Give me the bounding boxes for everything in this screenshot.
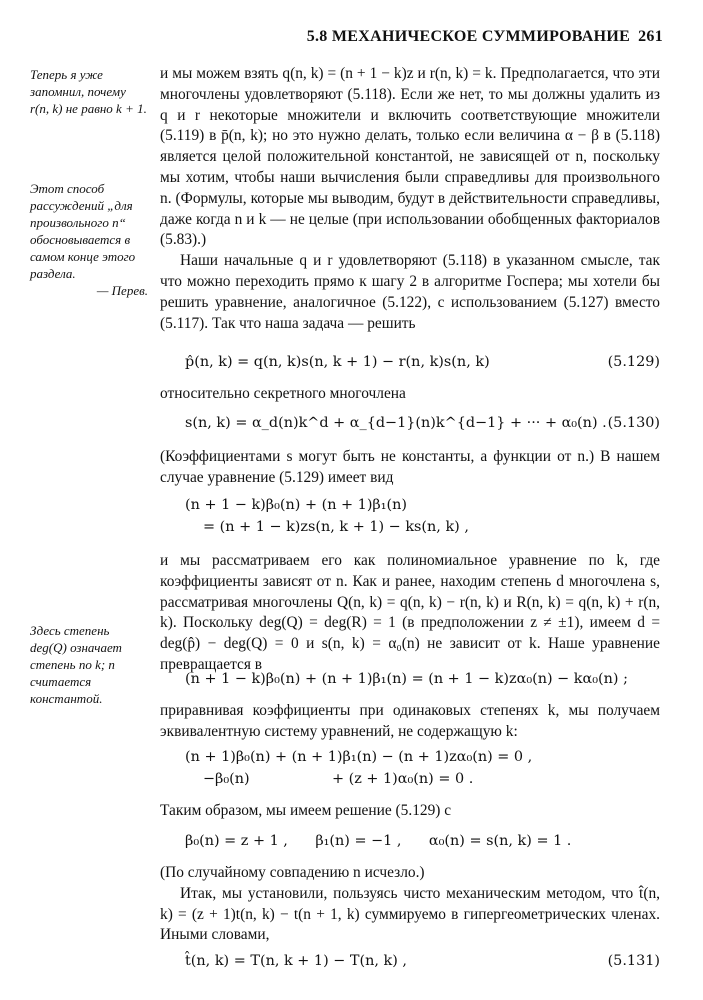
paragraph: относительно секретного многочлена [160, 385, 406, 402]
equation [185, 351, 660, 373]
paragraph-text: Итак, мы установили, пользуясь чисто механическим методом, что t̂(n, k) = (z + 1)t(n, k) − t(n + 1, k) суммируемо в гипергеометрических членах. Иными словами, [160, 884, 660, 944]
equation [185, 494, 660, 538]
equation [185, 412, 660, 434]
margin-note: Теперь я уже запомнил, почему r(n, k) не равно k + 1. [30, 67, 147, 116]
paragraph-text: Наши начальные q и r удовлетворяют (5.118) в указанном смысле, так что можно переходить прямо к шагу 2 в алгоритме Госпера; мы хотели бы решить уравнение, аналогичное (5.122), с использованием (5.127) вместо (5.117). Так что наша задача — решить [160, 252, 660, 332]
paragraph-text: (По случайному совпадению n исчезло.) [160, 864, 425, 881]
equation-number: (5.129) [607, 354, 660, 370]
page-number: 261 [638, 28, 663, 45]
equation-body: p̂(n, k) = q(n, k)s(n, k + 1) − r(n, k)s(n, k) [185, 354, 490, 370]
paragraph: (Коэффициентами s могут быть не константы, а функции от n.) В нашем случае уравнение (5.129) имеет вид [160, 448, 660, 486]
margin-note-signature: — Перев. [96, 283, 148, 298]
paragraph: Таким образом, мы имеем решение (5.129) с [160, 802, 452, 819]
equation-line: = (n + 1 − k)zs(n, k + 1) − ks(n, k) , [203, 519, 469, 535]
equation-body: β₀(n) = z + 1 , β₁(n) = −1 , α₀(n) = s(n, k) = 1 . [185, 833, 572, 849]
margin-note: Здесь степень deg(Q) означает степень по k; n считается константой. [30, 623, 122, 706]
equation-number: (5.130) [607, 415, 660, 431]
running-header [307, 28, 663, 46]
equation-body: s(n, k) = α_d(n)k^d + α_{d−1}(n)k^{d−1} + ··· + α₀(n) . [185, 415, 607, 431]
margin-note [30, 180, 148, 299]
equation-line: −β₀(n) + (z + 1)α₀(n) = 0 . [203, 771, 474, 787]
equation [185, 830, 660, 852]
equation-body: (n + 1 − k)β₀(n) + (n + 1)β₁(n) = (n + 1 − k)zα₀(n) − kα₀(n) ; [185, 671, 628, 687]
margin-note-text: Этот способ рассуждений „для произвольного n“ обосновывается в самом конце этого раздела. [30, 181, 136, 281]
equation [185, 950, 660, 972]
paragraph: и мы рассматриваем его как полиномиальное уравнение по k, где коэффициенты зависят от n. Как и ранее, находим степень d многочлена s, рассматривая многочлены Q(n, k) = q(n, k) − r(n, k) и R(n, k) = q(n, k) + r(n, k). Поскольку deg(Q) = deg(R) = 1 (в предположении z ≠ ±1), имеем d = deg(p̂) − deg(Q) = 0 и s(n, k) = α₀(n) не зависит от k. Наше уравнение превращается в [160, 552, 660, 673]
section-title: 5.8 МЕХАНИЧЕСКОЕ СУММИРОВАНИЕ [306, 28, 631, 45]
equation [185, 668, 660, 690]
paragraph-text: и мы можем взять q(n, k) = (n + 1 − k)z и r(n, k) = k. Предполагается, что эти многочлены удовлетворяют (5.118). Если же нет, то мы должны удалить из q и r некоторые множители и включить соответствующие множители (5.119) в p̄(n, k); но это нужно делать, только если величина α − β в (5.118) является целой положительной константой, не зависящей от n, поскольку мы хотим, чтобы наши вычисления были справедливы для произвольного n. (Формулы, которые мы выводим, будут в действительности справедливы, даже когда n и k — не целые (при использовании обобщенных факториалов (5.83).) [160, 65, 660, 249]
equation [185, 746, 660, 790]
paragraph: приравнивая коэффициенты при одинаковых степенях k, мы получаем эквивалентную систему уравнений, не содержащую k: [160, 702, 660, 740]
equation-line: (n + 1 − k)β₀(n) + (n + 1)β₁(n) [185, 497, 408, 513]
paragraph [160, 863, 660, 946]
equation-body: t̂(n, k) = T(n, k + 1) − T(n, k) , [185, 953, 408, 969]
equation-line: (n + 1)β₀(n) + (n + 1)β₁(n) − (n + 1)zα₀(n) = 0 , [185, 749, 533, 765]
paragraph [160, 64, 660, 334]
equation-number: (5.131) [607, 953, 660, 969]
